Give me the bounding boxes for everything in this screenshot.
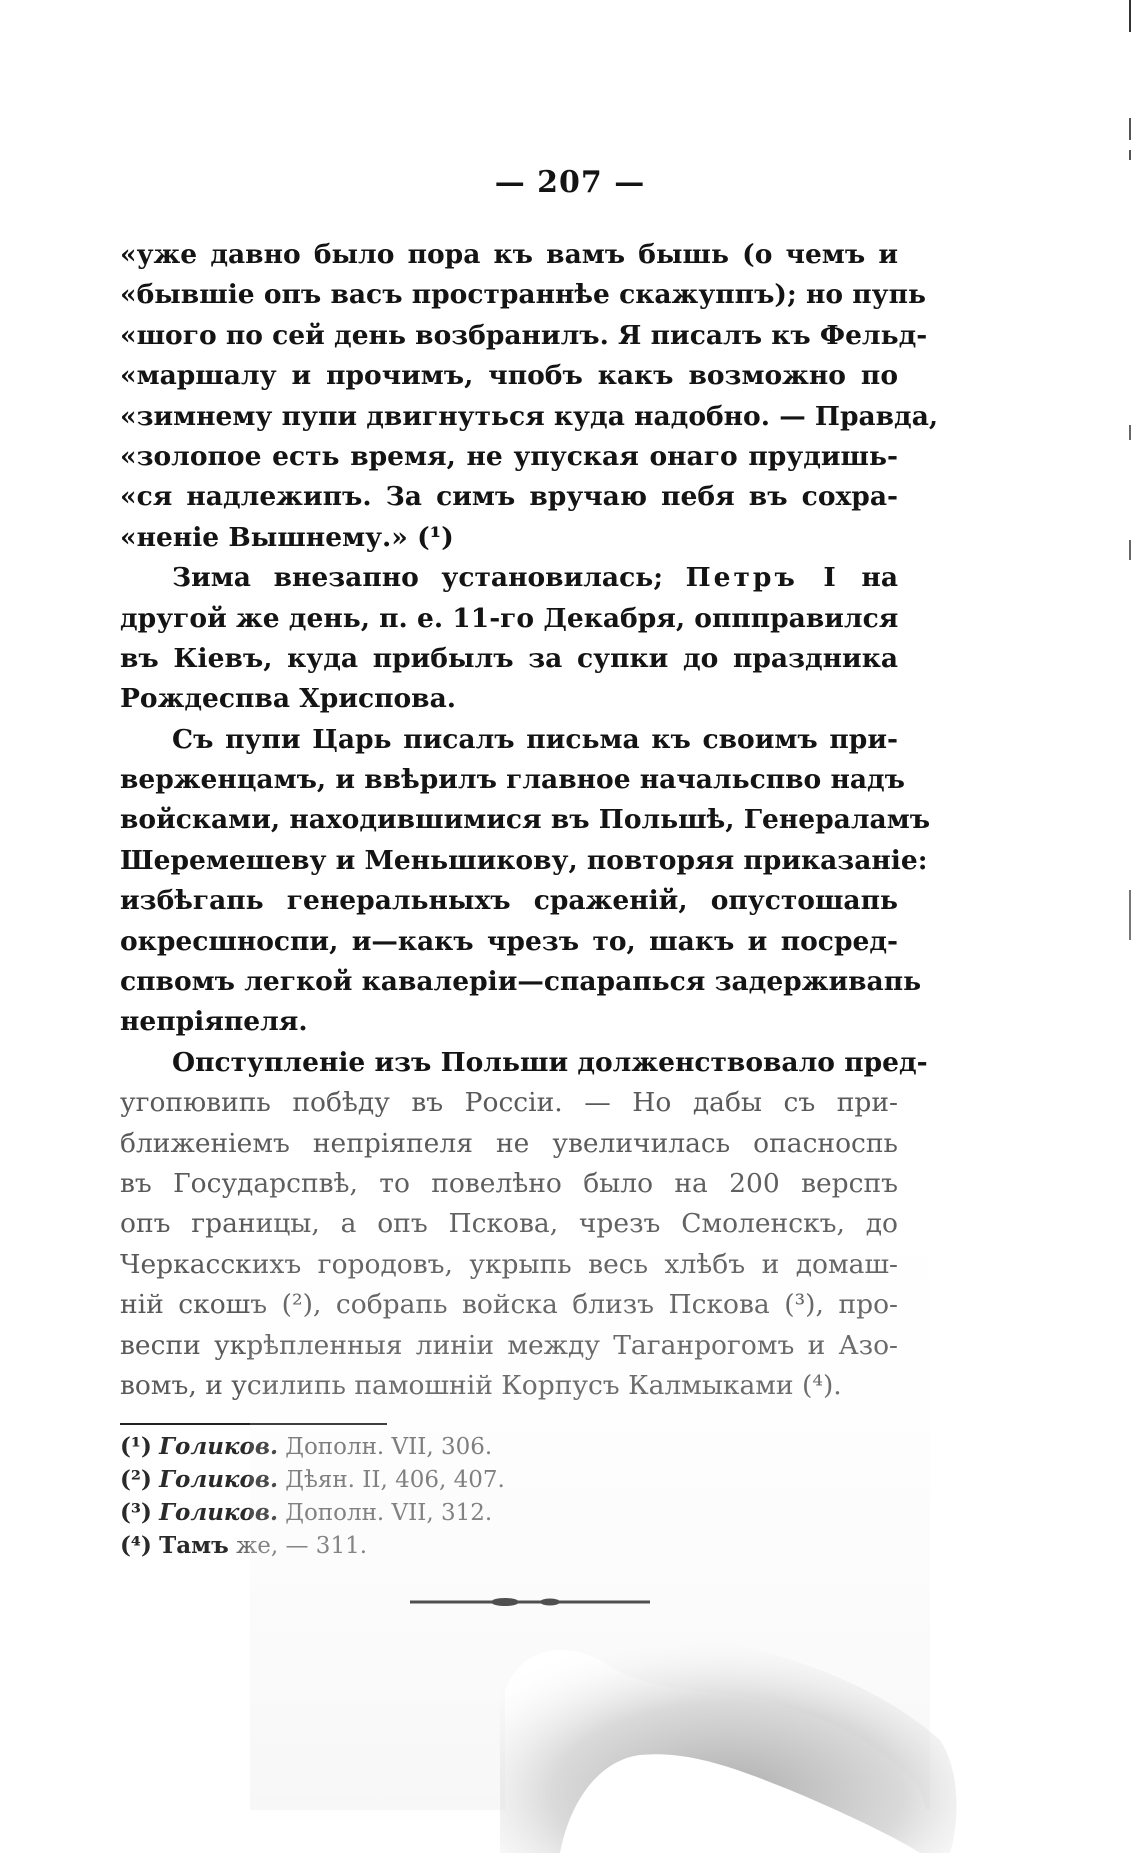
text-line: Шеремешеву и Меньшикову, повторяя приказаніе: (120, 844, 928, 876)
text-line: «неніе Вышнему.» (¹) (120, 521, 454, 553)
footnote-item (120, 1496, 720, 1529)
footnote-number: (⁴) (120, 1532, 152, 1559)
text-line (120, 558, 898, 598)
footnote-number: (³) (120, 1499, 152, 1526)
footnote-reference: Дѣян. II, 406, 407. (285, 1467, 505, 1493)
text-line: избѣгапь генеральныхъ сраженій, опустошапь (120, 885, 898, 917)
end-ornament (410, 1595, 650, 1609)
footnote-author: Голиков. (159, 1499, 278, 1526)
text-line: въ Государспвѣ, то повелѣно было на 200 верспъ (120, 1167, 898, 1199)
text-line: ній скошъ (²), собрапь войска близъ Пскова (³), про- (120, 1289, 898, 1321)
text-line: другой же день, п. е. 11-го Декабря, оппправился (120, 602, 899, 634)
text-line: спвомъ легкой кавалеріи—спарапься задерживапь (120, 966, 922, 998)
footnote-item (120, 1430, 720, 1463)
page-number: — 207 — (494, 165, 646, 200)
footnote-author: Голиков. (159, 1466, 278, 1493)
text-line: Съ пупи Царь писалъ письма къ своимъ при- (172, 723, 898, 755)
text-line: «ся надлежипъ. За симъ вручаю пебя въ сохра- (120, 481, 898, 513)
footnote-author: Тамъ (159, 1532, 229, 1559)
text-line: окресшноспи, и—какъ чрезъ то, шакъ и посред- (120, 925, 898, 957)
footnote-number: (¹) (120, 1433, 152, 1460)
text-line: войсками, находившимися въ Польшѣ, Генераламъ (120, 804, 931, 836)
footnotes (120, 1430, 720, 1562)
text-line: веспи укрѣпленныя линіи между Таганрогомъ и Азо- (120, 1329, 898, 1361)
text-line: «уже давно было пора къ вамъ бышь (о чемъ и (120, 239, 898, 270)
footnote-number: (²) (120, 1466, 152, 1493)
text-line: угопювипь побѣду въ Россіи. — Но дабы съ при- (120, 1087, 898, 1119)
text-line: верженцамъ, и ввѣрилъ главное начальспво надъ (120, 764, 905, 796)
text-fragment: Зима внезапно установилась; (172, 562, 663, 594)
footnote-author: Голиков. (159, 1433, 278, 1460)
text-line: «золопое есть время, не упуская онаго прудишь- (120, 440, 898, 472)
text-line: въ Кіевъ, куда прибылъ за супки до праздника (120, 642, 898, 674)
scan-edge-marks (1116, 0, 1140, 1853)
text-line: опъ границы, а опъ Пскова, чрезъ Смоленскъ, до (120, 1208, 898, 1240)
text-column (120, 235, 939, 1406)
text-line: «шого по сей день возбранилъ. Я писалъ къ Фельд- (120, 319, 928, 351)
footnote-item (120, 1529, 720, 1562)
text-line: «бывшіе опъ васъ пространнѣе скажуппъ); но пупь (120, 279, 926, 311)
text-line: вомъ, и усилипь памошній Корпусъ Калмыками (⁴). (120, 1369, 842, 1401)
footnote-reference: Дополн. VII, 306. (285, 1434, 493, 1460)
text-line: непріяпеля. (120, 1006, 308, 1038)
text-line: ближеніемъ непріяпеля не увеличилась опасноспь (120, 1127, 898, 1159)
tsar-name: Петръ I (685, 562, 839, 594)
text-line: «зимнему пупи двигнуться куда надобно. — Правда, (120, 400, 939, 432)
footnote-item (120, 1463, 720, 1496)
text-line: Черкасскихъ городовъ, укрыпь весь хлѣбъ и домаш- (120, 1248, 898, 1280)
footnote-reference: же, — 311. (236, 1533, 368, 1559)
text-line: «маршалу и прочимъ, чпобъ какъ возможно по (120, 360, 898, 392)
text-fragment: на (861, 562, 898, 594)
text-line: Рождеспва Хриспова. (120, 683, 456, 715)
footnote-reference: Дополн. VII, 312. (285, 1500, 493, 1526)
footnote-divider (120, 1423, 387, 1425)
text-line: Опступленіе изъ Польши долженствовало пред- (172, 1046, 928, 1078)
